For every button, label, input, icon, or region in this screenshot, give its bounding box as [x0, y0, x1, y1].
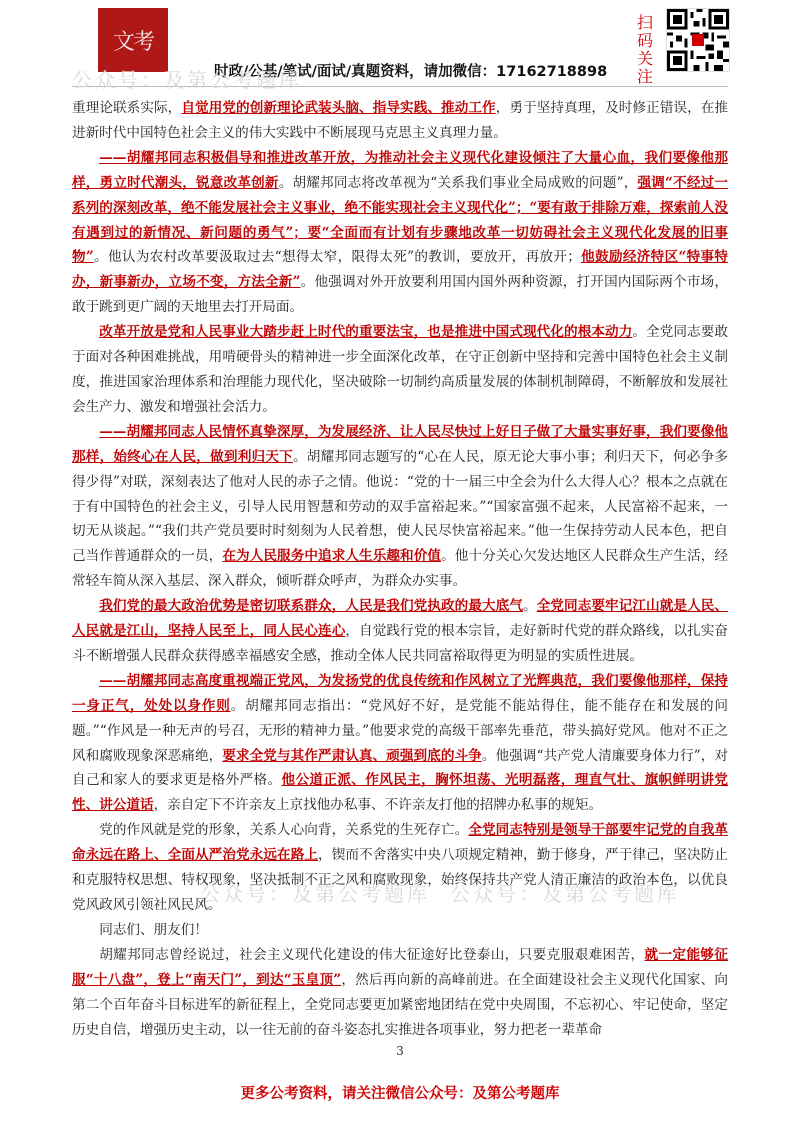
- header-title: 时政/公基/笔试/面试/真题资料，请加微信：17162718898: [214, 64, 608, 80]
- highlighted-text: ——胡耀邦同志高度重视端正党风，为发扬党的优良传统和作风树立了光辉典范，我们要像他那样，保持一身正气，处处以身作则: [72, 672, 728, 714]
- body-text: 。他强调“共产党人清廉要身体力行”，对自己和家人的要求更是格外严格。: [72, 747, 728, 789]
- highlighted-text: 强调“不经过一系列的深刻改革，绝不能发展社会主义事业，绝不能实现社会主义现代化”；“要有敢于排除万难，探索前人没有遇到过的新情况、新问题的勇气”；要“全面而有计划有步骤地改革一切妨碍社会主义现代化发展的旧事物”: [72, 174, 728, 266]
- watermark-mid-left: 公众号：及第公考题库: [200, 882, 430, 906]
- body-text: 重理论联系实际，: [72, 100, 182, 116]
- highlighted-text: 全党同志特别是领导干部要牢记党的自我革命永远在路上、全面从严治党永远在路上: [72, 822, 729, 864]
- paragraph: [72, 918, 728, 943]
- body-text: 。: [523, 598, 537, 615]
- scan-label: 扫码关注: [636, 13, 653, 86]
- highlighted-text: 他鼓励经济特区“特事特办，新事新办，立场不变，方法全新”: [72, 249, 728, 291]
- document-body: [72, 96, 728, 1042]
- paragraph: [72, 96, 728, 146]
- body-text: ，然后再向新的高峰前进。在全面建设社会主义现代化国家、向第二个百年奋斗目标进军的新征程上，全党同志要更加紧密地团结在党中央周围，不忘初心、牢记使命，坚定历史自信，增强历史主动，以一往无前的奋斗姿态扎实推进各项事业，努力把老一辈革命: [72, 971, 728, 1038]
- body-text: ，锲而不舍落实中央八项规定精神，勤于修身，严于律己，坚决防止和克服特权思想、特权现象，坚决抵制不正之风和腐败现象，始终保持共产党人清正廉洁的政治本色，以优良党风政风引领社风民风。: [72, 847, 729, 913]
- watermark-mid-right: 公众号：及第公考题库: [450, 882, 680, 906]
- highlighted-text: 自觉用党的创新理论武装头脑、指导实践、推动工作: [181, 100, 496, 116]
- body-text: 同志们、朋友们！: [99, 921, 208, 938]
- body-text: 。全党同志要敢于面对各种困难挑战，用啃硬骨头的精神进一步全面深化改革，在守正创新中坚持和完善中国特色社会主义制度，推进国家治理体系和治理能力现代化，坚决破除一切制约高质量发展的体制机制障碍，不断解放和发展社会生产力、激发和增强社会活力。: [72, 324, 728, 415]
- paragraph: [72, 669, 728, 818]
- paragraph: [72, 594, 728, 669]
- body-text: 。胡耀邦同志指出：“党风好不好，是党能不能站得住，能不能存在和发展的问题。”“作风是一种无声的号召，无形的精神力量。”他要求党的高级干部率先垂范，带头搞好党风。他对不正之风和腐败现象深恶痛绝，: [72, 697, 728, 764]
- body-text: 。他十分关心欠发达地区人民群众生产生活，经常轻车简从深入基层、深入群众，倾听群众呼声，为群众办实事。: [72, 548, 729, 590]
- paragraph: [72, 818, 728, 918]
- body-text: 。他强调对外开放要利用国内国外两种资源，打开国内国际两个市场，敢于跳到更广阔的天地里去打开局面。: [72, 274, 728, 316]
- body-text: 。他认为农村改革要汲取过去“想得太窄，限得太死”的教训，要放开，再放开；: [93, 249, 581, 266]
- highlighted-text: 改革开放是党和人民事业大踏步赶上时代的重要法宝，也是推进中国式现代化的根本动力: [99, 324, 633, 341]
- highlighted-text: 就一定能够征服“十八盘”，登上“南天门”，到达“玉皇顶”: [72, 946, 729, 988]
- body-text: ，勇于坚持真理，及时修正错误，在推进新时代中国特色社会主义的伟大实践中不断展现马克思主义真理力量。: [72, 100, 729, 141]
- highlighted-text: ——胡耀邦同志人民情怀真挚深厚，为发展经济、让人民尽快过上好日子做了大量实事好事，我们要像他那样，始终心在人民，做到利归天下: [72, 423, 728, 465]
- seal-logo-icon: 文考: [98, 8, 168, 72]
- paragraph: [72, 943, 728, 1043]
- highlighted-text: 在为人民服务中追求人生乐趣和价值: [222, 548, 442, 565]
- body-text: 。胡耀邦同志题写的“心在人民，原无论大事小事；利归天下，何必争多得少得”对联，深刻表达了他对人民的赤子之情。他说：“党的十一届三中全会为什么大得人心？根本之点就在于有中国特色的社会主义，引导人民用智慧和劳动的双手富裕起来。”“国家富强不起来，人民富裕不起来，一切无从谈起。”“我们共产党员要时时刻刻为人民着想，使人民尽快富裕起来。”他一生保持劳动人民本色，把自己当作普通群众的一员，: [72, 448, 728, 565]
- body-text: ，亲自定下不许亲友上京找他办私事、不许亲友打他的招牌办私事的规矩。: [153, 797, 603, 814]
- watermark-top: 公众号：及第公考题库: [72, 68, 302, 92]
- highlighted-text: ——胡耀邦同志积极倡导和推进改革开放，为推动社会主义现代化建设倾注了大量心血，我们要像他那样，勇立时代潮头，锐意改革创新: [72, 149, 728, 191]
- body-text: 。胡耀邦同志将改革视为“关系我们事业全局成败的问题”，: [278, 174, 638, 191]
- paragraph: [72, 420, 728, 594]
- highlighted-text: 全党同志要牢记江山就是人民、人民就是江山，坚持人民至上，同人民心连心: [72, 598, 729, 640]
- paragraph: [72, 146, 728, 320]
- paragraph: [72, 320, 728, 420]
- highlighted-text: 要求全党与其作严肃认真、顽强到底的斗争: [222, 747, 482, 764]
- footer-promo: 更多公考资料，请关注微信公众号：及第公考题库: [240, 1086, 560, 1102]
- highlighted-text: 我们党的最大政治优势是密切联系群众，人民是我们党执政的最大底气: [99, 598, 524, 615]
- page-number: 3: [396, 1044, 404, 1058]
- qr-code-icon[interactable]: [666, 8, 730, 72]
- highlighted-text: 他公道正派、作风民主，胸怀坦荡、光明磊落，理直气壮、旗帜鲜明讲党性、讲公道话: [72, 772, 729, 814]
- body-text: 党的作风就是党的形象，关系人心向背，关系党的生死存亡。: [99, 822, 469, 839]
- body-text: 胡耀邦同志曾经说过，社会主义现代化建设的伟大征途好比登泰山，只要克服艰难困苦，: [99, 946, 645, 963]
- body-text: ，自觉践行党的根本宗旨，走好新时代党的群众路线，以扎实奋斗不断增强人民群众获得感幸福感安全感，推动全体人民共同富裕取得更为明显的实质性进展。: [72, 623, 729, 664]
